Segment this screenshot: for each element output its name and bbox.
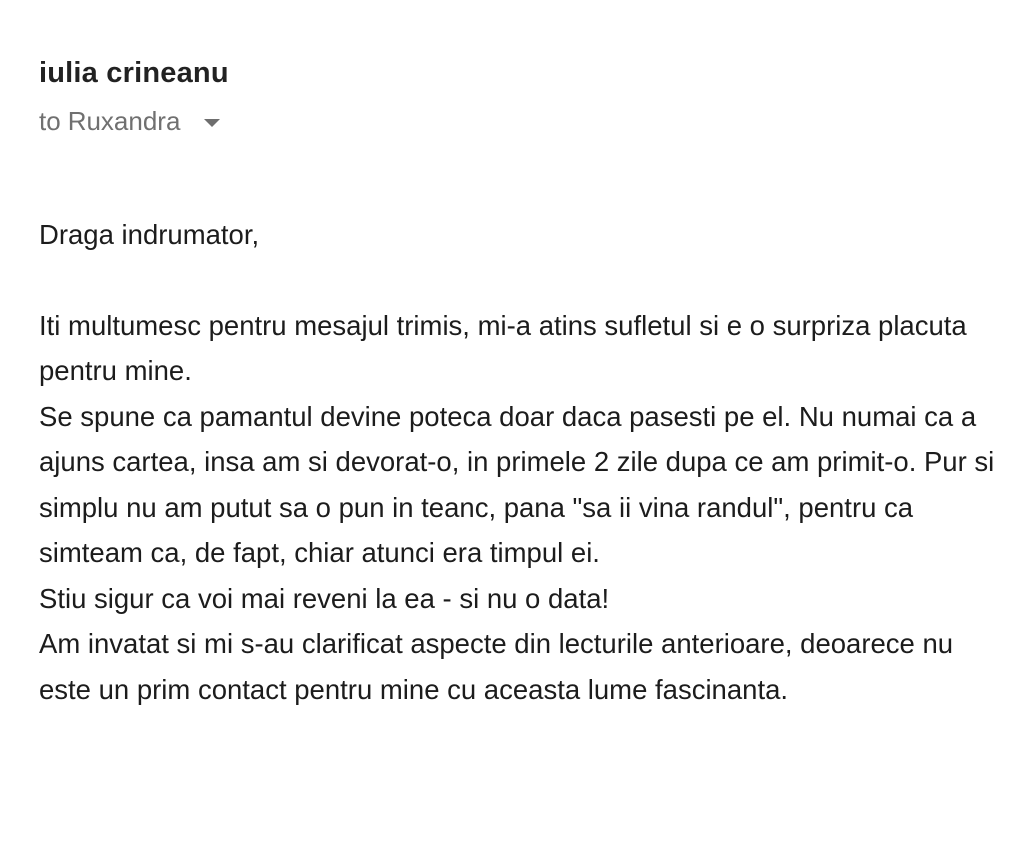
email-body [39, 212, 999, 712]
recipient-name: Ruxandra [67, 106, 181, 136]
body-paragraph: Stiu sigur ca voi mai reveni la ea - si nu o data! [39, 582, 610, 614]
body-paragraph: Am invatat si mi s-au clarificat aspecte din lecturile anterioare, deoarece nu este un prim contact pentru mine cu aceasta lume fascinanta. [39, 628, 954, 705]
sender-name[interactable]: iulia crineanu [39, 57, 229, 89]
greeting: Draga indrumator, [39, 219, 260, 250]
recipient-prefix: to [39, 106, 61, 136]
body-paragraph: Iti multumesc pentru mesajul trimis, mi-a atins sufletul si e o surpriza placuta pentru mine. [39, 309, 967, 386]
body-paragraph: Se spune ca pamantul devine poteca doar daca pasesti pe el. Nu numai ca a ajuns cartea, insa am si devorat-o, in primele 2 zile dupa ce am primit-o. Pur si simplu nu am putut sa o pun in teanc, pana "sa ii vina randul", pentru ca simteam ca, de fapt, chiar atunci era timpul ei. [39, 400, 995, 568]
chevron-down-icon[interactable] [204, 119, 220, 127]
recipient-details-toggle[interactable] [39, 106, 220, 137]
